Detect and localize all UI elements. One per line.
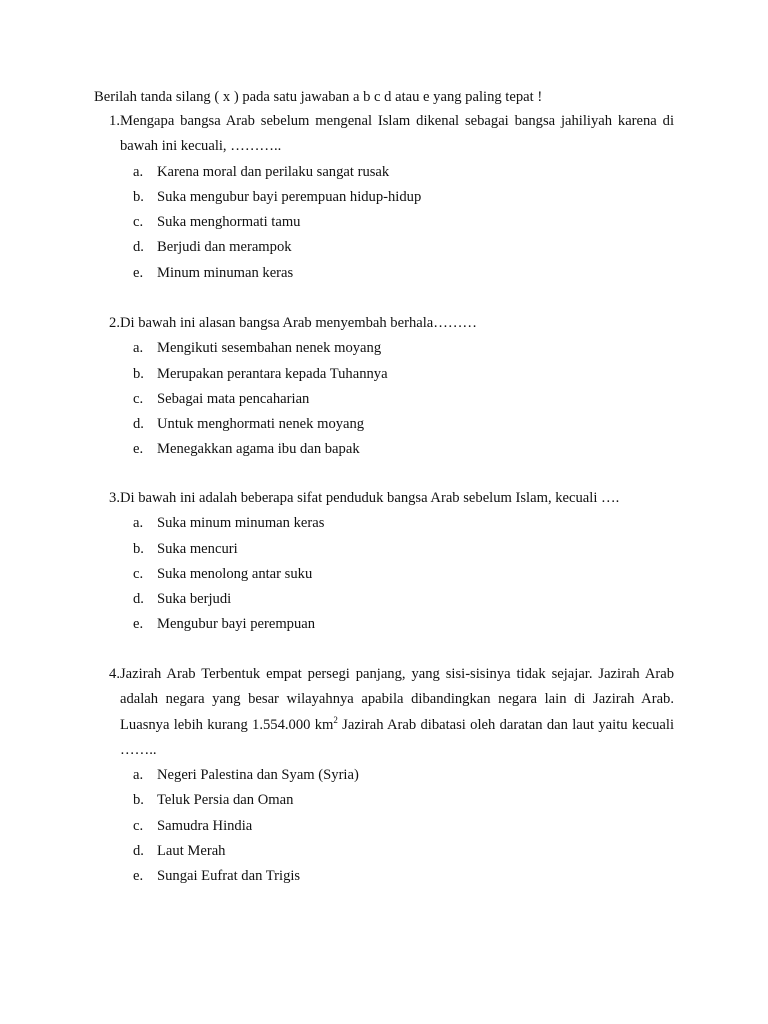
option-text: Suka menolong antar suku [157,565,313,582]
option-b[interactable] [94,185,674,210]
question-2 [94,311,674,463]
instruction-text: Berilah tanda silang ( x ) pada satu jawaban a b c d atau e yang paling tepat ! [94,89,543,105]
question-1 [94,109,674,286]
option-a[interactable] [94,763,674,788]
option-text: Suka minum minuman keras [157,515,325,532]
option-text: Suka mengubur bayi perempuan hidup-hidup [157,188,422,205]
option-text: Merupakan perantara kepada Tuhannya [157,365,388,382]
option-c[interactable] [94,387,674,412]
question-text-part: Jazirah Arab dibatasi oleh daratan dan laut yaitu kecuali …….. [120,716,674,758]
option-letter: a. [133,163,144,180]
option-letter: b. [133,365,144,382]
option-e[interactable] [94,612,674,637]
option-letter: e. [133,441,144,458]
option-text: Mengikuti sesembahan nenek moyang [157,340,382,357]
option-text: Negeri Palestina dan Syam (Syria) [157,767,359,784]
option-text: Berjudi dan merampok [157,239,292,256]
option-letter: c. [133,390,144,407]
option-c[interactable] [94,814,674,839]
option-b[interactable] [94,537,674,562]
option-letter: b. [133,792,144,809]
option-list [94,160,674,286]
option-letter: d. [133,416,144,433]
option-text: Laut Merah [157,843,226,860]
question-text-part: Jazirah Arab Terbentuk empat persegi panjang, yang sisi-sisinya tidak sejajar. Jazirah Arab adalah negara yang besar wilayahnya apabila dibandingkan negara lain di Jazirah Arab. Luasnya lebih kurang 1.554.000 km [120,666,674,733]
option-text: Minum minuman keras [157,264,294,281]
option-letter: d. [133,591,144,608]
question-3 [94,486,674,638]
option-a[interactable] [94,336,674,361]
option-d[interactable] [94,235,674,260]
option-letter: a. [133,767,144,784]
option-text: Teluk Persia dan Oman [157,792,294,809]
question-text: Di bawah ini alasan bangsa Arab menyembah berhala……… [120,315,478,331]
option-letter: e. [133,868,144,885]
option-text: Suka mencuri [157,540,238,557]
question-text: Di bawah ini adalah beberapa sifat penduduk bangsa Arab sebelum Islam, kecuali …. [120,490,620,506]
question-text: Mengapa bangsa Arab sebelum mengenal Islam dikenal sebagai bangsa jahiliyah karena di bawah ini kecuali, ……….. [120,113,674,155]
option-text: Menegakkan agama ibu dan bapak [157,441,360,458]
option-text: Karena moral dan perilaku sangat rusak [157,163,390,180]
option-text: Suka menghormati tamu [157,214,301,231]
option-text: Mengubur bayi perempuan [157,616,316,633]
option-c[interactable] [94,562,674,587]
option-text: Sungai Eufrat dan Trigis [157,868,301,885]
option-e[interactable] [94,864,674,889]
option-d[interactable] [94,839,674,864]
superscript-exponent: 2 [333,714,338,725]
option-d[interactable] [94,412,674,437]
question-text [120,662,674,763]
question-number: 3. [109,490,120,506]
option-letter: c. [133,817,144,834]
option-list [94,336,674,462]
option-letter: c. [133,565,144,582]
option-list [94,763,674,889]
option-letter: b. [133,540,144,557]
question-number: 2. [109,315,120,331]
option-letter: c. [133,214,144,231]
option-a[interactable] [94,511,674,536]
option-b[interactable] [94,788,674,813]
option-letter: a. [133,515,144,532]
option-letter: e. [133,616,144,633]
option-text: Sebagai mata pencaharian [157,390,310,407]
option-d[interactable] [94,587,674,612]
option-letter: d. [133,843,144,860]
option-letter: d. [133,239,144,256]
option-text: Suka berjudi [157,591,232,608]
option-c[interactable] [94,210,674,235]
option-a[interactable] [94,160,674,185]
option-e[interactable] [94,437,674,462]
option-letter: a. [133,340,144,357]
option-text: Untuk menghormati nenek moyang [157,416,365,433]
option-b[interactable] [94,362,674,387]
question-4 [94,662,674,890]
option-text: Samudra Hindia [157,817,253,834]
option-letter: b. [133,188,144,205]
option-letter: e. [133,264,144,281]
question-number: 1. [109,113,120,129]
option-list [94,511,674,637]
option-e[interactable] [94,261,674,286]
question-number: 4. [109,666,120,682]
